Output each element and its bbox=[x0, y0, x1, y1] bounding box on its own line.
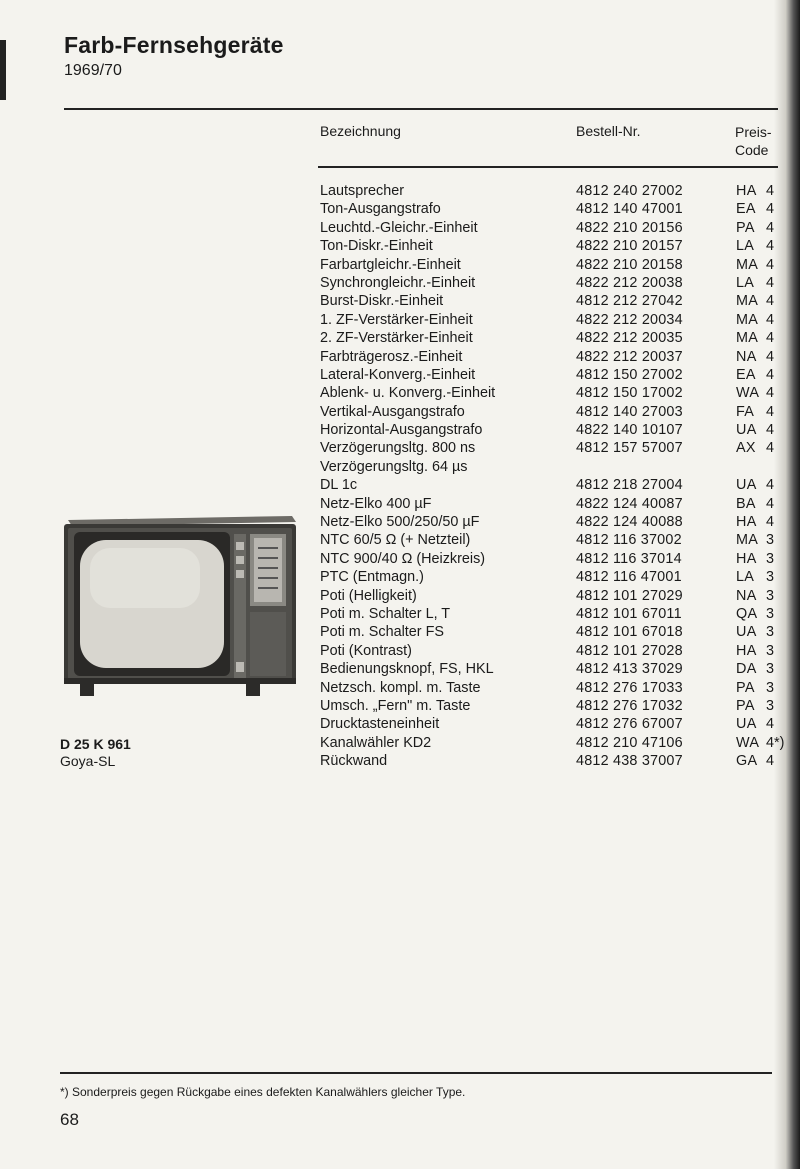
footnote: *) Sonderpreis gegen Rückgabe eines defekten Kanalwählers gleicher Type. bbox=[60, 1085, 466, 1099]
price-group: LA bbox=[736, 569, 755, 586]
table-row bbox=[318, 715, 788, 733]
footer-rule bbox=[60, 1072, 772, 1074]
part-description: Lautsprecher bbox=[320, 183, 404, 199]
table-row bbox=[318, 623, 788, 641]
table-row bbox=[318, 219, 788, 237]
part-order-number: 4822 124 40088 bbox=[576, 514, 683, 531]
part-description: NTC 60/5 Ω (+ Netzteil) bbox=[320, 532, 471, 549]
table-row bbox=[318, 679, 788, 697]
part-order-number: 4822 212 20035 bbox=[576, 330, 683, 347]
part-description: 2. ZF-Verstärker-Einheit bbox=[320, 330, 473, 347]
part-order-number: 4812 276 67007 bbox=[576, 716, 683, 733]
price-code: 4 bbox=[766, 753, 775, 770]
part-order-number: 4812 218 27004 bbox=[576, 477, 683, 494]
part-description: Kanalwähler KD2 bbox=[320, 734, 432, 751]
part-description: Netz-Elko 500/250/50 µF bbox=[320, 514, 480, 531]
part-description: NTC 900/40 Ω (Heizkreis) bbox=[320, 550, 486, 567]
price-group: HA bbox=[736, 514, 757, 531]
price-code: 4 bbox=[766, 330, 775, 347]
price-group: LA bbox=[736, 238, 755, 255]
page-number: 68 bbox=[60, 1110, 79, 1129]
part-order-number: 4822 124 40087 bbox=[576, 495, 683, 512]
price-group: UA bbox=[736, 422, 757, 439]
parts-table bbox=[318, 182, 788, 771]
price-code: 4 bbox=[766, 201, 775, 218]
part-description: Poti m. Schalter L, T bbox=[320, 605, 451, 622]
table-row bbox=[318, 366, 788, 384]
part-description: Burst-Diskr.-Einheit bbox=[320, 293, 444, 310]
part-order-number: 4822 212 20037 bbox=[576, 348, 683, 365]
part-description: Verzögerungsltg. 800 ns bbox=[320, 440, 476, 457]
price-group: HA bbox=[736, 183, 757, 199]
price-code: 4 bbox=[766, 274, 775, 291]
price-code: 4 bbox=[766, 348, 775, 365]
table-row bbox=[318, 476, 788, 494]
table-row bbox=[318, 182, 788, 200]
price-code: 4*) bbox=[766, 734, 785, 751]
header-preis-line1: Preis- bbox=[735, 124, 772, 140]
header-preis-line2: Code bbox=[735, 142, 769, 158]
part-description: Netzsch. kompl. m. Taste bbox=[320, 679, 481, 696]
price-group: MA bbox=[736, 311, 759, 328]
table-row bbox=[318, 292, 788, 310]
part-order-number: 4812 116 47001 bbox=[576, 569, 682, 586]
part-description: Lateral-Konverg.-Einheit bbox=[320, 366, 476, 383]
price-code: 4 bbox=[766, 403, 775, 420]
part-description: Leuchtd.-Gleichr.-Einheit bbox=[320, 219, 478, 236]
table-row bbox=[318, 531, 788, 549]
table-row bbox=[318, 752, 788, 770]
price-group: MA bbox=[736, 330, 759, 347]
part-order-number: 4812 276 17033 bbox=[576, 679, 683, 696]
part-order-number: 4822 212 20038 bbox=[576, 274, 683, 291]
price-group: MA bbox=[736, 532, 759, 549]
price-code: 4 bbox=[766, 440, 775, 457]
price-code: 4 bbox=[766, 716, 775, 733]
price-group: UA bbox=[736, 716, 757, 733]
price-code: 4 bbox=[766, 366, 775, 383]
table-row bbox=[318, 458, 788, 476]
part-description: Farbartgleichr.-Einheit bbox=[320, 256, 461, 273]
part-description: Drucktasteneinheit bbox=[320, 716, 440, 733]
part-description: DL 1c bbox=[320, 477, 358, 494]
part-order-number: 4812 150 17002 bbox=[576, 385, 683, 402]
price-code: 4 bbox=[766, 183, 775, 199]
part-description: Poti m. Schalter FS bbox=[320, 624, 444, 641]
part-order-number: 4812 140 27003 bbox=[576, 403, 683, 420]
price-code: 3 bbox=[766, 679, 775, 696]
price-group: PA bbox=[736, 679, 755, 696]
part-description: Ton-Diskr.-Einheit bbox=[320, 238, 433, 255]
part-order-number: 4822 210 20156 bbox=[576, 219, 683, 236]
price-group: MA bbox=[736, 256, 759, 273]
top-rule bbox=[64, 108, 778, 110]
part-order-number: 4812 150 27002 bbox=[576, 366, 683, 383]
price-code: 4 bbox=[766, 422, 775, 439]
part-description: Poti (Helligkeit) bbox=[320, 587, 417, 604]
price-code: 3 bbox=[766, 550, 775, 567]
part-order-number: 4812 210 47106 bbox=[576, 734, 683, 751]
price-code: 4 bbox=[766, 477, 775, 494]
part-order-number: 4812 101 27028 bbox=[576, 642, 683, 659]
part-order-number: 4822 210 20157 bbox=[576, 238, 683, 255]
price-group: NA bbox=[736, 587, 757, 604]
price-code: 3 bbox=[766, 642, 775, 659]
part-order-number: 4822 212 20034 bbox=[576, 311, 683, 328]
part-description: Ablenk- u. Konverg.-Einheit bbox=[320, 385, 496, 402]
part-description: Verzögerungsltg. 64 µs bbox=[320, 458, 468, 475]
price-code: 4 bbox=[766, 293, 775, 310]
part-order-number: 4812 438 37007 bbox=[576, 753, 683, 770]
table-row bbox=[318, 329, 788, 347]
price-code: 3 bbox=[766, 624, 775, 641]
price-group: HA bbox=[736, 550, 757, 567]
table-row bbox=[318, 642, 788, 660]
price-code: 3 bbox=[766, 587, 775, 604]
product-model: D 25 K 961 bbox=[60, 736, 131, 752]
price-code: 3 bbox=[766, 605, 775, 622]
price-code: 4 bbox=[766, 311, 775, 328]
price-code: 4 bbox=[766, 385, 775, 402]
price-group: DA bbox=[736, 661, 757, 678]
price-group: FA bbox=[736, 403, 755, 420]
price-group: PA bbox=[736, 697, 755, 714]
price-group: MA bbox=[736, 293, 759, 310]
price-code: 4 bbox=[766, 219, 775, 236]
header-preis-code bbox=[735, 123, 772, 159]
table-row bbox=[318, 605, 788, 623]
table-row bbox=[318, 587, 788, 605]
part-description: Umsch. „Fern" m. Taste bbox=[320, 697, 471, 714]
price-code: 4 bbox=[766, 495, 775, 512]
price-code: 3 bbox=[766, 661, 775, 678]
part-order-number: 4812 212 27042 bbox=[576, 293, 683, 310]
price-group: UA bbox=[736, 477, 757, 494]
price-group: PA bbox=[736, 219, 755, 236]
header-bestell-nr: Bestell-Nr. bbox=[576, 123, 641, 139]
part-description: Rückwand bbox=[320, 753, 388, 770]
price-group: QA bbox=[736, 605, 758, 622]
page-edge-mark bbox=[0, 40, 6, 100]
part-description: Bedienungsknopf, FS, HKL bbox=[320, 661, 494, 678]
part-order-number: 4812 101 27029 bbox=[576, 587, 683, 604]
table-row bbox=[318, 237, 788, 255]
part-order-number: 4812 413 37029 bbox=[576, 661, 683, 678]
table-row bbox=[318, 697, 788, 715]
page-year: 1969/70 bbox=[64, 62, 122, 79]
table-row bbox=[318, 568, 788, 586]
part-description: Farbträgerosz.-Einheit bbox=[320, 348, 463, 365]
part-order-number: 4822 210 20158 bbox=[576, 256, 683, 273]
part-order-number: 4812 276 17032 bbox=[576, 697, 683, 714]
part-order-number: 4812 140 47001 bbox=[576, 201, 683, 218]
price-code: 3 bbox=[766, 697, 775, 714]
price-group: BA bbox=[736, 495, 756, 512]
part-order-number: 4812 101 67011 bbox=[576, 605, 682, 622]
price-code: 3 bbox=[766, 569, 775, 586]
price-group: NA bbox=[736, 348, 757, 365]
part-description: Horizontal-Ausgangstrafo bbox=[320, 422, 483, 439]
table-row bbox=[318, 734, 788, 752]
table-row bbox=[318, 495, 788, 513]
table-row bbox=[318, 311, 788, 329]
table-row bbox=[318, 403, 788, 421]
table-row bbox=[318, 550, 788, 568]
table-row bbox=[318, 274, 788, 292]
part-order-number: 4812 116 37014 bbox=[576, 550, 682, 567]
price-code: 3 bbox=[766, 532, 775, 549]
price-code: 4 bbox=[766, 514, 775, 531]
table-row bbox=[318, 421, 788, 439]
television-set-icon bbox=[60, 512, 298, 707]
part-description: Vertikal-Ausgangstrafo bbox=[320, 403, 465, 420]
table-row bbox=[318, 384, 788, 402]
price-code: 4 bbox=[766, 238, 775, 255]
table-row bbox=[318, 513, 788, 531]
table-row bbox=[318, 348, 788, 366]
price-code: 4 bbox=[766, 256, 775, 273]
part-order-number: 4822 140 10107 bbox=[576, 422, 683, 439]
price-group: WA bbox=[736, 734, 760, 751]
table-row bbox=[318, 256, 788, 274]
header-bezeichnung: Bezeichnung bbox=[320, 123, 401, 139]
part-description: Synchrongleichr.-Einheit bbox=[320, 274, 476, 291]
part-order-number: 4812 116 37002 bbox=[576, 532, 682, 549]
part-description: 1. ZF-Verstärker-Einheit bbox=[320, 311, 473, 328]
part-description: PTC (Entmagn.) bbox=[320, 569, 424, 586]
table-row bbox=[318, 439, 788, 457]
price-group: GA bbox=[736, 753, 758, 770]
table-row bbox=[318, 200, 788, 218]
header-rule bbox=[318, 166, 778, 168]
price-group: WA bbox=[736, 385, 760, 402]
table-row bbox=[318, 660, 788, 678]
part-order-number: 4812 240 27002 bbox=[576, 183, 683, 199]
part-order-number: 4812 157 57007 bbox=[576, 440, 683, 457]
price-group: AX bbox=[736, 440, 756, 457]
price-group: EA bbox=[736, 201, 756, 218]
part-description: Ton-Ausgangstrafo bbox=[320, 201, 441, 218]
part-description: Poti (Kontrast) bbox=[320, 642, 412, 659]
part-order-number: 4812 101 67018 bbox=[576, 624, 683, 641]
page-title: Farb-Fernsehgeräte bbox=[64, 32, 284, 58]
part-description: Netz-Elko 400 µF bbox=[320, 495, 432, 512]
price-group: LA bbox=[736, 274, 755, 291]
price-group: UA bbox=[736, 624, 757, 641]
product-name: Goya-SL bbox=[60, 753, 116, 769]
price-group: HA bbox=[736, 642, 757, 659]
price-group: EA bbox=[736, 366, 756, 383]
